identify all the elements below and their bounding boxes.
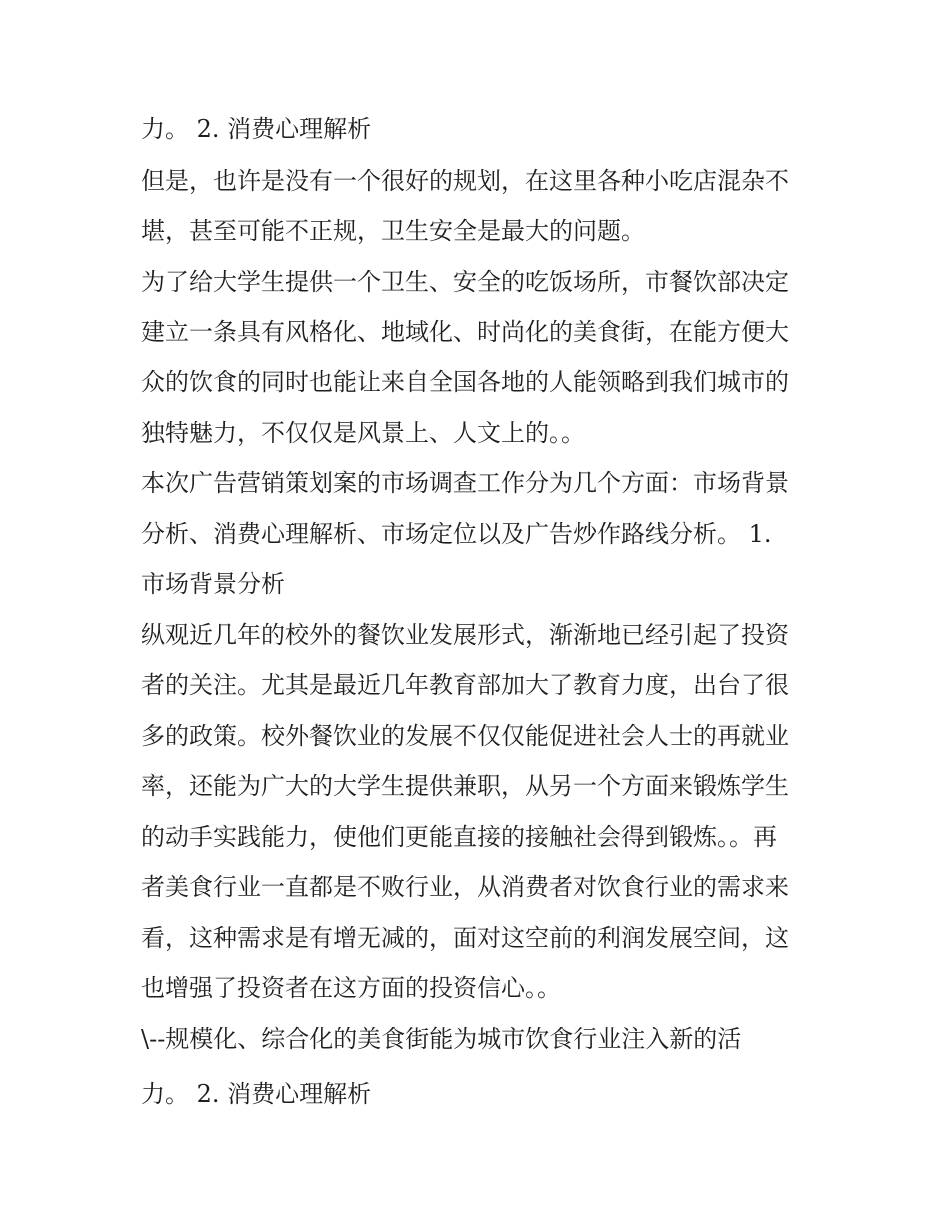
text-line: 者的关注。尤其是最近几年教育部加大了教育力度，出台了很 [141, 671, 789, 699]
text-line: 但是，也许是没有一个很好的规划，在这里各种小吃店混杂不 [141, 167, 789, 195]
text-line: 堪，甚至可能不正规，卫生安全是最大的问题。 [141, 217, 645, 245]
text-line: 率，还能为广大的大学生提供兼职，从另一个方面来锻炼学生 [141, 772, 789, 800]
text-line: 多的政策。校外餐饮业的发展不仅仅能促进社会人士的再就业 [141, 722, 789, 750]
text-line: 独特魅力，不仅仅是风景上、人文上的。。 [141, 419, 585, 447]
text-line: 力。 2. 消费心理解析 [141, 1080, 372, 1108]
text-line: 也增强了投资者在这方面的投资信心。。 [141, 974, 561, 1002]
text-line: \--规模化、综合化的美食街能为城市饮食行业注入新的活 [141, 1025, 742, 1053]
text-line: 力。 2. 消费心理解析 [141, 115, 372, 143]
text-line: 分析、消费心理解析、市场定位以及广告炒作路线分析。 1. [141, 520, 772, 548]
text-line: 者美食行业一直都是不败行业，从消费者对饮食行业的需求来 [141, 873, 789, 901]
text-line: 市场背景分析 [141, 570, 285, 598]
text-line: 纵观近几年的校外的餐饮业发展形式，渐渐地已经引起了投资 [141, 621, 789, 649]
text-line: 建立一条具有风格化、地域化、时尚化的美食街，在能方便大 [141, 318, 789, 346]
text-line: 看，这种需求是有增无减的，面对这空前的利润发展空间，这 [141, 924, 789, 952]
text-line: 为了给大学生提供一个卫生、安全的吃饭场所，市餐饮部决定 [141, 268, 789, 296]
text-line: 众的饮食的同时也能让来自全国各地的人能领略到我们城市的 [141, 368, 789, 396]
text-line: 的动手实践能力，使他们更能直接的接触社会得到锻炼。。再 [141, 823, 777, 851]
text-line: 本次广告营销策划案的市场调查工作分为几个方面：市场背景 [141, 469, 789, 497]
